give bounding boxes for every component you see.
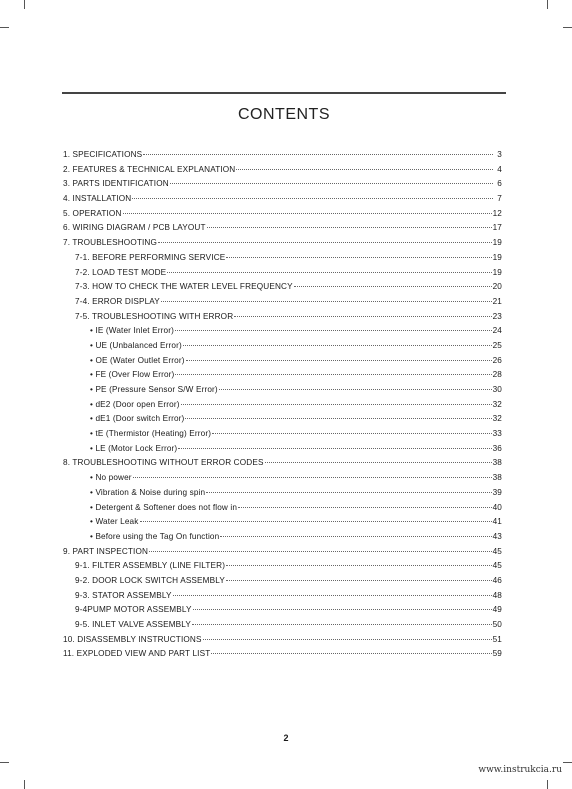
toc-entry[interactable]: [63, 163, 502, 178]
dot-leader: [294, 286, 492, 287]
toc-entry-page: 43: [492, 531, 502, 541]
toc-entry-page: 50: [492, 620, 502, 629]
toc-entry-title: 7-1. BEFORE PERFORMING SERVICE: [75, 252, 226, 262]
watermark: www.instrukcia.ru: [478, 765, 562, 775]
toc-entry-title: • dE1 (Door switch Error): [90, 414, 185, 424]
toc-entry-page: 41: [492, 517, 502, 527]
dot-leader: [226, 257, 491, 258]
dot-leader: [183, 345, 492, 346]
toc-entry-page: 45: [492, 546, 502, 556]
crop-mark: [547, 0, 548, 9]
toc-entry-title: • LE (Motor Lock Error): [90, 443, 178, 453]
toc-entry-title: 7-4. ERROR DISPLAY: [75, 296, 160, 306]
dot-leader: [219, 389, 492, 390]
dot-leader: [193, 609, 492, 610]
toc-entry-title: 1. SPECIFICATIONS: [63, 150, 143, 159]
toc-entry-title: • Water Leak: [90, 517, 139, 527]
toc-entry-page: 38: [492, 473, 502, 483]
toc-entry[interactable]: [63, 295, 502, 310]
toc-entry[interactable]: [63, 383, 502, 398]
toc-entry[interactable]: [63, 280, 502, 295]
toc-entry[interactable]: [63, 618, 502, 633]
toc-entry-title: • PE (Pressure Sensor S/W Error): [90, 385, 218, 394]
dot-leader: [206, 492, 491, 493]
toc-entry-title: • OE (Water Outlet Error): [90, 355, 185, 365]
toc-entry-title: 9. PART INSPECTION: [63, 546, 149, 556]
dot-leader: [226, 580, 492, 581]
dot-leader: [226, 565, 491, 566]
toc-entry-page: 32: [492, 414, 502, 424]
toc-entry-title: • dE2 (Door open Error): [90, 399, 180, 409]
toc-entry-title: 7-2. LOAD TEST MODE: [75, 267, 167, 277]
dot-leader: [207, 227, 492, 228]
toc-entry[interactable]: [63, 368, 502, 383]
toc-entry[interactable]: [63, 398, 502, 413]
page-title: CONTENTS: [238, 106, 330, 123]
toc-entry[interactable]: [63, 427, 502, 442]
toc-entry-page: 17: [492, 223, 502, 233]
toc-entry-page: 3: [497, 150, 502, 159]
dot-leader: [181, 404, 492, 405]
toc-entry-title: 5. OPERATION: [63, 208, 122, 218]
toc-entry-title: 7-5. TROUBLESHOOTING WITH ERROR: [75, 311, 234, 321]
toc-entry[interactable]: [63, 574, 502, 589]
toc-entry[interactable]: [63, 177, 502, 192]
dot-leader: [161, 301, 492, 302]
dot-leader: [236, 169, 493, 170]
toc-entry-title: • No power: [90, 473, 132, 483]
toc-entry-title: • Before using the Tag On function: [90, 531, 220, 541]
toc-entry[interactable]: [63, 515, 502, 530]
toc-entry-page: 12: [492, 208, 502, 218]
toc-entry[interactable]: [63, 310, 502, 325]
toc-entry-page: 59: [492, 649, 502, 659]
toc-entry-page: 19: [492, 267, 502, 277]
toc-entry[interactable]: [63, 251, 502, 266]
toc-entry-title: 6. WIRING DIAGRAM / PCB LAYOUT: [63, 223, 206, 233]
toc-entry-title: 9-5. INLET VALVE ASSEMBLY: [75, 620, 191, 629]
toc-entry-page: 39: [492, 487, 502, 497]
toc-entry-page: 21: [492, 296, 502, 306]
dot-leader: [212, 433, 491, 434]
dot-leader: [186, 360, 492, 361]
toc-entry-page: 38: [492, 458, 502, 468]
toc-entry-page: 19: [492, 252, 502, 262]
dot-leader: [143, 154, 493, 155]
toc-entry[interactable]: [63, 221, 502, 236]
dot-leader: [185, 418, 491, 419]
crop-mark: [547, 780, 548, 789]
toc-entry[interactable]: [63, 456, 502, 471]
toc-entry[interactable]: [63, 545, 502, 560]
toc-entry-title: • FE (Over Flow Error): [90, 370, 175, 380]
toc-entry-page: 24: [492, 326, 502, 336]
toc-entry-page: 51: [492, 634, 502, 644]
toc-entry[interactable]: [63, 530, 502, 545]
toc-entry[interactable]: [63, 471, 502, 486]
dot-leader: [220, 536, 491, 537]
dot-leader: [192, 624, 492, 625]
toc-entry-title: 2. FEATURES & TECHNICAL EXPLANATION: [63, 164, 236, 174]
toc-entry-page: 33: [492, 429, 502, 439]
dot-leader: [123, 213, 492, 214]
toc-entry-page: 36: [492, 443, 502, 453]
toc-entry[interactable]: [63, 603, 502, 618]
toc-entry[interactable]: [63, 589, 502, 604]
toc-entry-page: 20: [492, 282, 502, 292]
toc-entry[interactable]: [63, 354, 502, 369]
dot-leader: [133, 477, 492, 478]
dot-leader: [238, 507, 492, 508]
toc-entry-page: 40: [492, 502, 502, 512]
toc-entry-page: 46: [492, 575, 502, 585]
toc-entry[interactable]: [63, 647, 502, 662]
toc-entry[interactable]: [63, 148, 502, 163]
dot-leader: [175, 330, 492, 331]
toc-entry[interactable]: [63, 559, 502, 574]
toc-entry[interactable]: [63, 339, 502, 354]
toc-entry-title: • Detergent & Softener does not flow in: [90, 502, 238, 512]
crop-mark: [563, 762, 572, 763]
toc-entry-title: • UE (Unbalanced Error): [90, 340, 182, 350]
crop-mark: [24, 780, 25, 789]
toc-entry[interactable]: [63, 486, 502, 501]
toc-entry[interactable]: [63, 412, 502, 427]
toc-entry-page: 28: [492, 370, 502, 380]
toc-entry-page: 25: [492, 340, 502, 350]
toc-entry-page: 30: [492, 385, 502, 394]
toc-entry-page: 49: [492, 605, 502, 615]
header-rule: [62, 92, 506, 94]
dot-leader: [175, 374, 491, 375]
toc-entry-title: 7-3. HOW TO CHECK THE WATER LEVEL FREQUENCY: [75, 282, 293, 292]
dot-leader: [234, 316, 491, 317]
toc-entry-page: 45: [492, 561, 502, 571]
table-of-contents: [63, 148, 502, 662]
toc-entry-title: • tE (Thermistor (Heating) Error): [90, 429, 212, 439]
toc-entry-title: • Vibration & Noise during spin: [90, 487, 206, 497]
dot-leader: [140, 521, 492, 522]
toc-entry[interactable]: [63, 442, 502, 457]
crop-mark: [24, 0, 25, 9]
toc-entry-title: 10. DISASSEMBLY INSTRUCTIONS: [63, 634, 202, 644]
crop-mark: [0, 27, 9, 28]
toc-entry-title: 11. EXPLODED VIEW AND PART LIST: [63, 649, 211, 659]
dot-leader: [170, 183, 493, 184]
toc-entry[interactable]: [63, 266, 502, 281]
toc-entry[interactable]: [63, 236, 502, 251]
dot-leader: [132, 198, 493, 199]
dot-leader: [203, 639, 492, 640]
crop-mark: [563, 27, 572, 28]
toc-entry-title: 9-2. DOOR LOCK SWITCH ASSEMBLY: [75, 575, 225, 585]
toc-entry-title: 9-3. STATOR ASSEMBLY: [75, 590, 172, 600]
dot-leader: [178, 448, 491, 449]
toc-entry-title: 9-4PUMP MOTOR ASSEMBLY: [75, 605, 192, 615]
dot-leader: [211, 653, 491, 654]
toc-entry-title: • IE (Water Inlet Error): [90, 326, 174, 336]
toc-entry-page: 48: [492, 590, 502, 600]
toc-entry[interactable]: [63, 633, 502, 648]
toc-entry-page: 4: [497, 164, 502, 174]
dot-leader: [173, 595, 492, 596]
toc-entry[interactable]: [63, 192, 502, 207]
dot-leader: [158, 242, 492, 243]
toc-entry-page: 6: [497, 179, 502, 189]
toc-entry[interactable]: [63, 501, 502, 516]
toc-entry[interactable]: [63, 207, 502, 222]
toc-entry-page: 23: [492, 311, 502, 321]
dot-leader: [265, 462, 492, 463]
crop-mark: [0, 762, 9, 763]
dot-leader: [167, 272, 491, 273]
dot-leader: [149, 551, 492, 552]
toc-entry-title: 4. INSTALLATION: [63, 194, 132, 204]
toc-entry-page: 7: [497, 194, 502, 204]
toc-entry-page: 26: [492, 355, 502, 365]
toc-entry-page: 19: [492, 238, 502, 248]
toc-entry-title: 3. PARTS IDENTIFICATION: [63, 179, 169, 189]
page-number: 2: [283, 733, 289, 743]
toc-entry[interactable]: [63, 324, 502, 339]
toc-entry-title: 9-1. FILTER ASSEMBLY (LINE FILTER): [75, 561, 226, 571]
toc-entry-title: 7. TROUBLESHOOTING: [63, 238, 157, 248]
toc-entry-page: 32: [492, 399, 502, 409]
toc-entry-title: 8. TROUBLESHOOTING WITHOUT ERROR CODES: [63, 458, 264, 468]
